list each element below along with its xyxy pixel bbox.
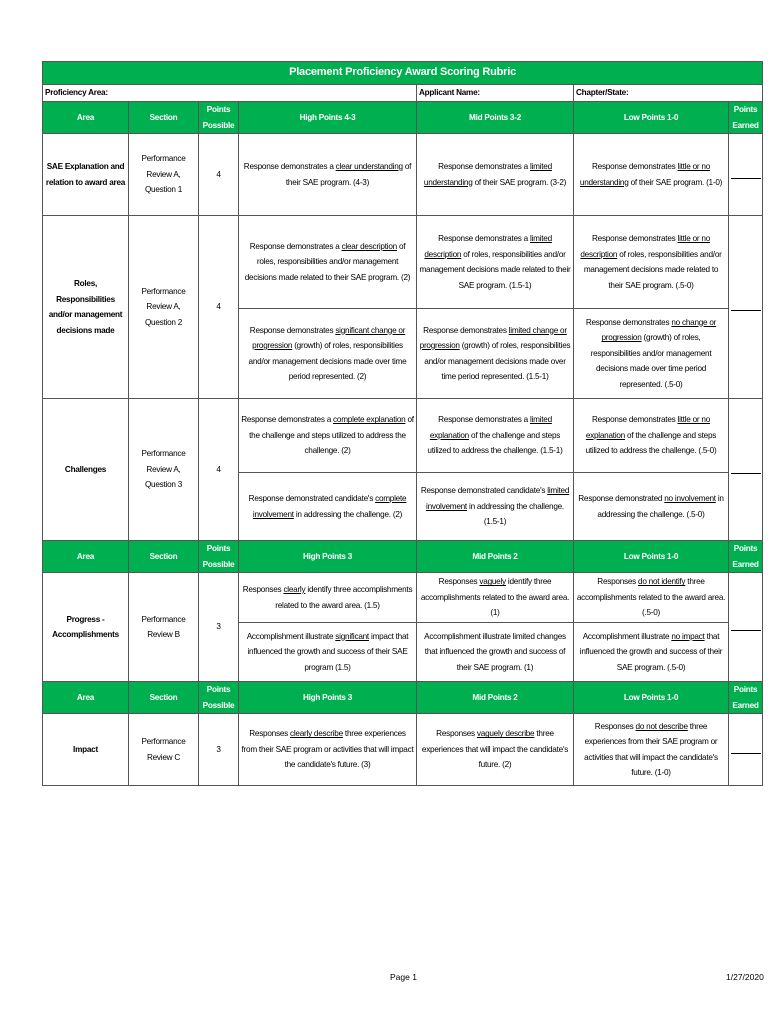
rubric [42, 61, 759, 786]
header-row-2 [43, 541, 763, 573]
section-progress: Performance Review B [129, 573, 199, 682]
points-progress: 3 [199, 573, 239, 682]
sae-mid: Response demonstrates a limited understanding of their SAE program. (3-2) [417, 134, 574, 216]
points-roles: 4 [199, 216, 239, 399]
row-roles-1 [43, 216, 763, 309]
earned-blank [731, 752, 761, 754]
header-points-earned: Points Earned [729, 682, 763, 714]
header-mid-points: Mid Points 2 [417, 682, 574, 714]
challenges-low-2: Response demonstrated no involvement in addressing the challenge. (.5-0) [574, 473, 729, 541]
challenges-low-1: Response demonstrates little or no explanation of the challenge and steps utilized to address the challenge. (.5-0) [574, 399, 729, 473]
area-impact: Impact [43, 714, 129, 786]
points-challenges: 4 [199, 399, 239, 541]
challenges-high-1: Response demonstrates a complete explanation of the challenge and steps utilized to address the challenge. (2) [239, 399, 417, 473]
earned-impact[interactable] [729, 714, 763, 786]
progress-low-2: Accomplishment illustrate no impact that influenced the growth and success of their SAE program. (.5-0) [574, 623, 729, 682]
progress-high-2: Accomplishment illustrate significant impact that influenced the growth and success of their SAE program (1.5) [239, 623, 417, 682]
header-points-possible: Points Possible [199, 541, 239, 573]
points-sae: 4 [199, 134, 239, 216]
section-challenges: Performance Review A, Question 3 [129, 399, 199, 541]
row-challenges-1 [43, 399, 763, 473]
impact-high: Responses clearly describe three experiences from their SAE program or activities that will impact the candidate's future. (3) [239, 714, 417, 786]
earned-blank [731, 177, 761, 179]
challenges-mid-1: Response demonstrates a limited explanation of the challenge and steps utilized to address the challenge. (1.5-1) [417, 399, 574, 473]
header-points-possible: Points Possible [199, 682, 239, 714]
header-high-points: High Points 3 [239, 541, 417, 573]
footer-date: 1/27/2020 [726, 972, 764, 982]
header-section: Section [129, 102, 199, 134]
section-sae: Performance Review A, Question 1 [129, 134, 199, 216]
row-sae [43, 134, 763, 216]
header-points-earned: Points Earned [729, 541, 763, 573]
roles-high-2: Response demonstrates significant change or progression (growth) of roles, responsibilities and/or management decisions made over time period represented. (2) [239, 309, 417, 399]
impact-mid: Responses vaguely describe three experiences that will impact the candidate's future. (2) [417, 714, 574, 786]
page-number: Page 1 [390, 972, 417, 982]
area-progress: Progress - Accomplishments [43, 573, 129, 682]
progress-low-1: Responses do not identify three accomplishments related to the award area. (.5-0) [574, 573, 729, 623]
earned-blank [731, 629, 761, 631]
rubric-table [42, 61, 763, 786]
earned-roles[interactable] [729, 216, 763, 399]
impact-low: Responses do not describe three experiences from their SAE program or activities that will impact the candidate's future. (1-0) [574, 714, 729, 786]
header-area: Area [43, 541, 129, 573]
roles-low-1: Response demonstrates little or no description of roles, responsibilities and/or management decisions made related to their SAE program. (.5-0) [574, 216, 729, 309]
earned-progress[interactable] [729, 573, 763, 682]
row-impact [43, 714, 763, 786]
header-section: Section [129, 541, 199, 573]
points-impact: 3 [199, 714, 239, 786]
header-points-possible: Points Possible [199, 102, 239, 134]
rubric-title: Placement Proficiency Award Scoring Rubric [43, 62, 763, 85]
header-row-3 [43, 682, 763, 714]
earned-sae[interactable] [729, 134, 763, 216]
sae-high: Response demonstrates a clear understanding of their SAE program. (4-3) [239, 134, 417, 216]
earned-challenges[interactable] [729, 399, 763, 541]
chapter-state-label: Chapter/State: [574, 85, 763, 102]
header-mid-points: Mid Points 2 [417, 541, 574, 573]
header-high-points: High Points 4-3 [239, 102, 417, 134]
progress-mid-1: Responses vaguely identify three accomplishments related to the award area. (1) [417, 573, 574, 623]
roles-low-2: Response demonstrates no change or progression (growth) of roles, responsibilities and/or management decisions made over time period represented. (.5-0) [574, 309, 729, 399]
applicant-name-label: Applicant Name: [417, 85, 574, 102]
sae-low: Response demonstrates little or no understanding of their SAE program. (1-0) [574, 134, 729, 216]
header-low-points: Low Points 1-0 [574, 541, 729, 573]
header-low-points: Low Points 1-0 [574, 682, 729, 714]
proficiency-area-label: Proficiency Area: [43, 85, 417, 102]
progress-mid-2: Accomplishment illustrate limited changes that influenced the growth and success of their SAE program. (1) [417, 623, 574, 682]
header-low-points: Low Points 1-0 [574, 102, 729, 134]
header-row [43, 102, 763, 134]
area-roles: Roles, Responsibilities and/or management decisions made [43, 216, 129, 399]
earned-blank [731, 472, 761, 474]
header-area: Area [43, 102, 129, 134]
header-section: Section [129, 682, 199, 714]
challenges-mid-2: Response demonstrated candidate's limited involvement in addressing the challenge. (1.5-1) [417, 473, 574, 541]
section-impact: Performance Review C [129, 714, 199, 786]
earned-blank [731, 309, 761, 311]
roles-mid-2: Response demonstrates limited change or progression (growth) of roles, responsibilities and/or management decisions made over time period represented. (1.5-1) [417, 309, 574, 399]
roles-high-1: Response demonstrates a clear description of roles, responsibilities and/or management decisions made related to their SAE program. (2) [239, 216, 417, 309]
area-challenges: Challenges [43, 399, 129, 541]
header-area: Area [43, 682, 129, 714]
progress-high-1: Responses clearly identify three accomplishments related to the award area. (1.5) [239, 573, 417, 623]
challenges-high-2: Response demonstrated candidate's complete involvement in addressing the challenge. (2) [239, 473, 417, 541]
roles-mid-1: Response demonstrates a limited description of roles, responsibilities and/or management decisions made related to their SAE program. (1.5-1) [417, 216, 574, 309]
area-sae: SAE Explanation and relation to award area [43, 134, 129, 216]
row-progress-1 [43, 573, 763, 623]
section-roles: Performance Review A, Question 2 [129, 216, 199, 399]
header-mid-points: Mid Points 3-2 [417, 102, 574, 134]
header-points-earned: Points Earned [729, 102, 763, 134]
header-high-points: High Points 3 [239, 682, 417, 714]
